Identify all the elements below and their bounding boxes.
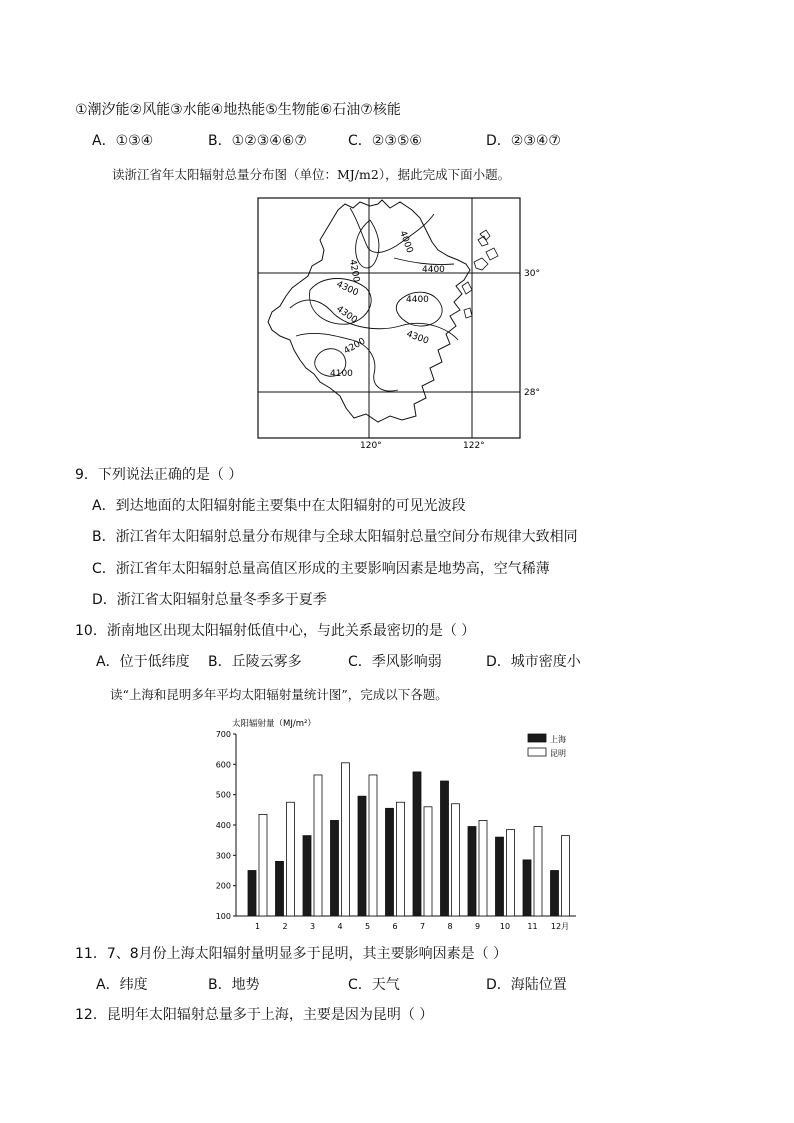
lon-label-120: 120°: [360, 441, 382, 450]
bar-kunming: [397, 802, 405, 916]
q8-option-d: D．②③④⑦: [486, 133, 561, 149]
bar-shanghai: [468, 827, 476, 916]
x-tick-label: 10: [499, 922, 511, 931]
x-tick-label: 4: [337, 922, 343, 931]
bar-shanghai: [413, 772, 421, 916]
x-tick-label: 1: [254, 922, 261, 931]
island: [486, 248, 498, 260]
lat-label-28: 28°: [524, 388, 540, 398]
q11-option-d: D．海陆位置: [486, 977, 567, 993]
q9-option-d: D．浙江省太阳辐射总量冬季多于夏季: [92, 592, 327, 608]
x-tick-label: 6: [392, 922, 398, 931]
x-tick-label: 3: [309, 922, 316, 931]
q11-option-c: C．天气: [348, 977, 400, 993]
chart-intro: 读“上海和昆明多年平均太阳辐射量统计图”，完成以下各题。: [110, 687, 448, 702]
q10-option-b: B．丘陵云雾多: [208, 654, 302, 670]
q10-option-a: A．位于低纬度: [96, 654, 190, 670]
contour-label: 4200: [347, 258, 361, 284]
q9-option-b: B．浙江省年太阳辐射总量分布规律与全球太阳辐射总量空间分布规律大致相同: [92, 529, 578, 545]
bar-kunming: [369, 775, 377, 916]
contour-4000: [350, 208, 434, 252]
island: [462, 282, 472, 294]
question-9-stem: 9．下列说法正确的是（ ）: [75, 467, 243, 483]
contour-label: 4300: [334, 304, 359, 326]
contour-label: 4400: [422, 265, 445, 275]
x-tick-label: 8: [447, 922, 453, 931]
question-12-stem: 12．昆明年太阳辐射总量多于上海，主要是因为昆明（ ）: [75, 1007, 434, 1023]
chart-y-axis-label: 太阳辐射量（MJ/m²）: [232, 719, 316, 729]
x-tick-label: 5: [364, 922, 371, 931]
map-intro: 读浙江省年太阳辐射总量分布图（单位：MJ/m2），据此完成下面小题。: [112, 167, 511, 182]
contour-label: 4300: [334, 279, 360, 299]
bar-kunming: [342, 763, 350, 916]
bar-kunming: [424, 807, 432, 916]
bar-kunming: [287, 802, 295, 916]
q11-option-a: A．纬度: [96, 977, 148, 993]
x-tick-label: 12月: [550, 922, 570, 931]
contour-label: 4000: [397, 229, 415, 255]
q8-option-b: B．①②③④⑥⑦: [208, 133, 307, 149]
bar-kunming: [479, 820, 487, 916]
x-tick-label: 11: [527, 922, 538, 931]
bar-shanghai: [386, 808, 394, 916]
y-tick-label: 700: [215, 730, 231, 739]
q11-option-b: B．地势: [208, 977, 260, 993]
x-tick-label: 7: [419, 922, 426, 931]
bar-kunming: [562, 836, 570, 916]
bar-shanghai: [248, 871, 256, 917]
y-tick-label: 500: [215, 790, 231, 800]
x-tick-label: 9: [474, 922, 481, 931]
lat-label-30: 30°: [524, 269, 540, 279]
contour-label: 4300: [404, 329, 430, 347]
legend-swatch: [528, 748, 546, 756]
island: [480, 230, 490, 240]
bar-kunming: [259, 814, 267, 916]
bar-kunming: [534, 827, 542, 916]
lon-label-122: 122°: [463, 441, 485, 450]
bar-shanghai: [441, 781, 449, 916]
q8-option-a: A．①③④: [92, 133, 154, 149]
contour-4200-south: [296, 333, 398, 391]
q10-option-c: C．季风影响弱: [348, 654, 442, 670]
question-8-stem: ①潮汐能②风能③水能④地热能⑤生物能⑥石油⑦核能: [75, 102, 401, 118]
contour-label: 4200: [342, 336, 368, 357]
bar-shanghai: [331, 820, 339, 916]
y-tick-label: 600: [215, 760, 231, 770]
legend-swatch: [528, 734, 546, 742]
contour-label: 4100: [330, 369, 353, 379]
contour-4400-north: [394, 258, 454, 265]
legend-label: 上海: [550, 735, 566, 744]
y-tick-label: 300: [215, 851, 231, 861]
bar-shanghai: [276, 861, 284, 916]
zhejiang-radiation-map: [250, 190, 550, 450]
y-tick-label: 200: [215, 881, 231, 891]
question-11-stem: 11．7、8月份上海太阳辐射量明显多于昆明，其主要影响因素是（ ）: [75, 946, 508, 962]
bar-kunming: [507, 830, 515, 916]
question-10-stem: 10．浙南地区出现太阳辐射低值中心，与此关系最密切的是（ ）: [75, 623, 476, 639]
bar-shanghai: [358, 796, 366, 916]
bar-kunming: [452, 804, 460, 916]
q9-option-a: A．到达地面的太阳辐射能主要集中在太阳辐射的可见光波段: [92, 498, 466, 514]
bar-shanghai: [303, 836, 311, 916]
bar-shanghai: [551, 871, 559, 917]
bar-shanghai: [523, 860, 531, 916]
y-tick-label: 400: [215, 821, 231, 830]
contour-4300-south: [290, 300, 458, 340]
radiation-bar-chart: [200, 712, 590, 942]
contour-label: 4400: [406, 295, 429, 305]
q8-option-c: C．②③⑤⑥: [348, 133, 422, 149]
bar-shanghai: [496, 837, 504, 916]
island: [474, 258, 488, 270]
y-tick-label: 100: [215, 912, 231, 921]
q10-option-d: D．城市密度小: [486, 654, 581, 670]
legend-label: 昆明: [550, 749, 566, 758]
x-tick-label: 2: [282, 922, 288, 931]
q9-option-c: C．浙江省年太阳辐射总量高值区形成的主要影响因素是地势高，空气稀薄: [92, 561, 550, 577]
bar-kunming: [314, 775, 322, 916]
island: [464, 308, 472, 318]
